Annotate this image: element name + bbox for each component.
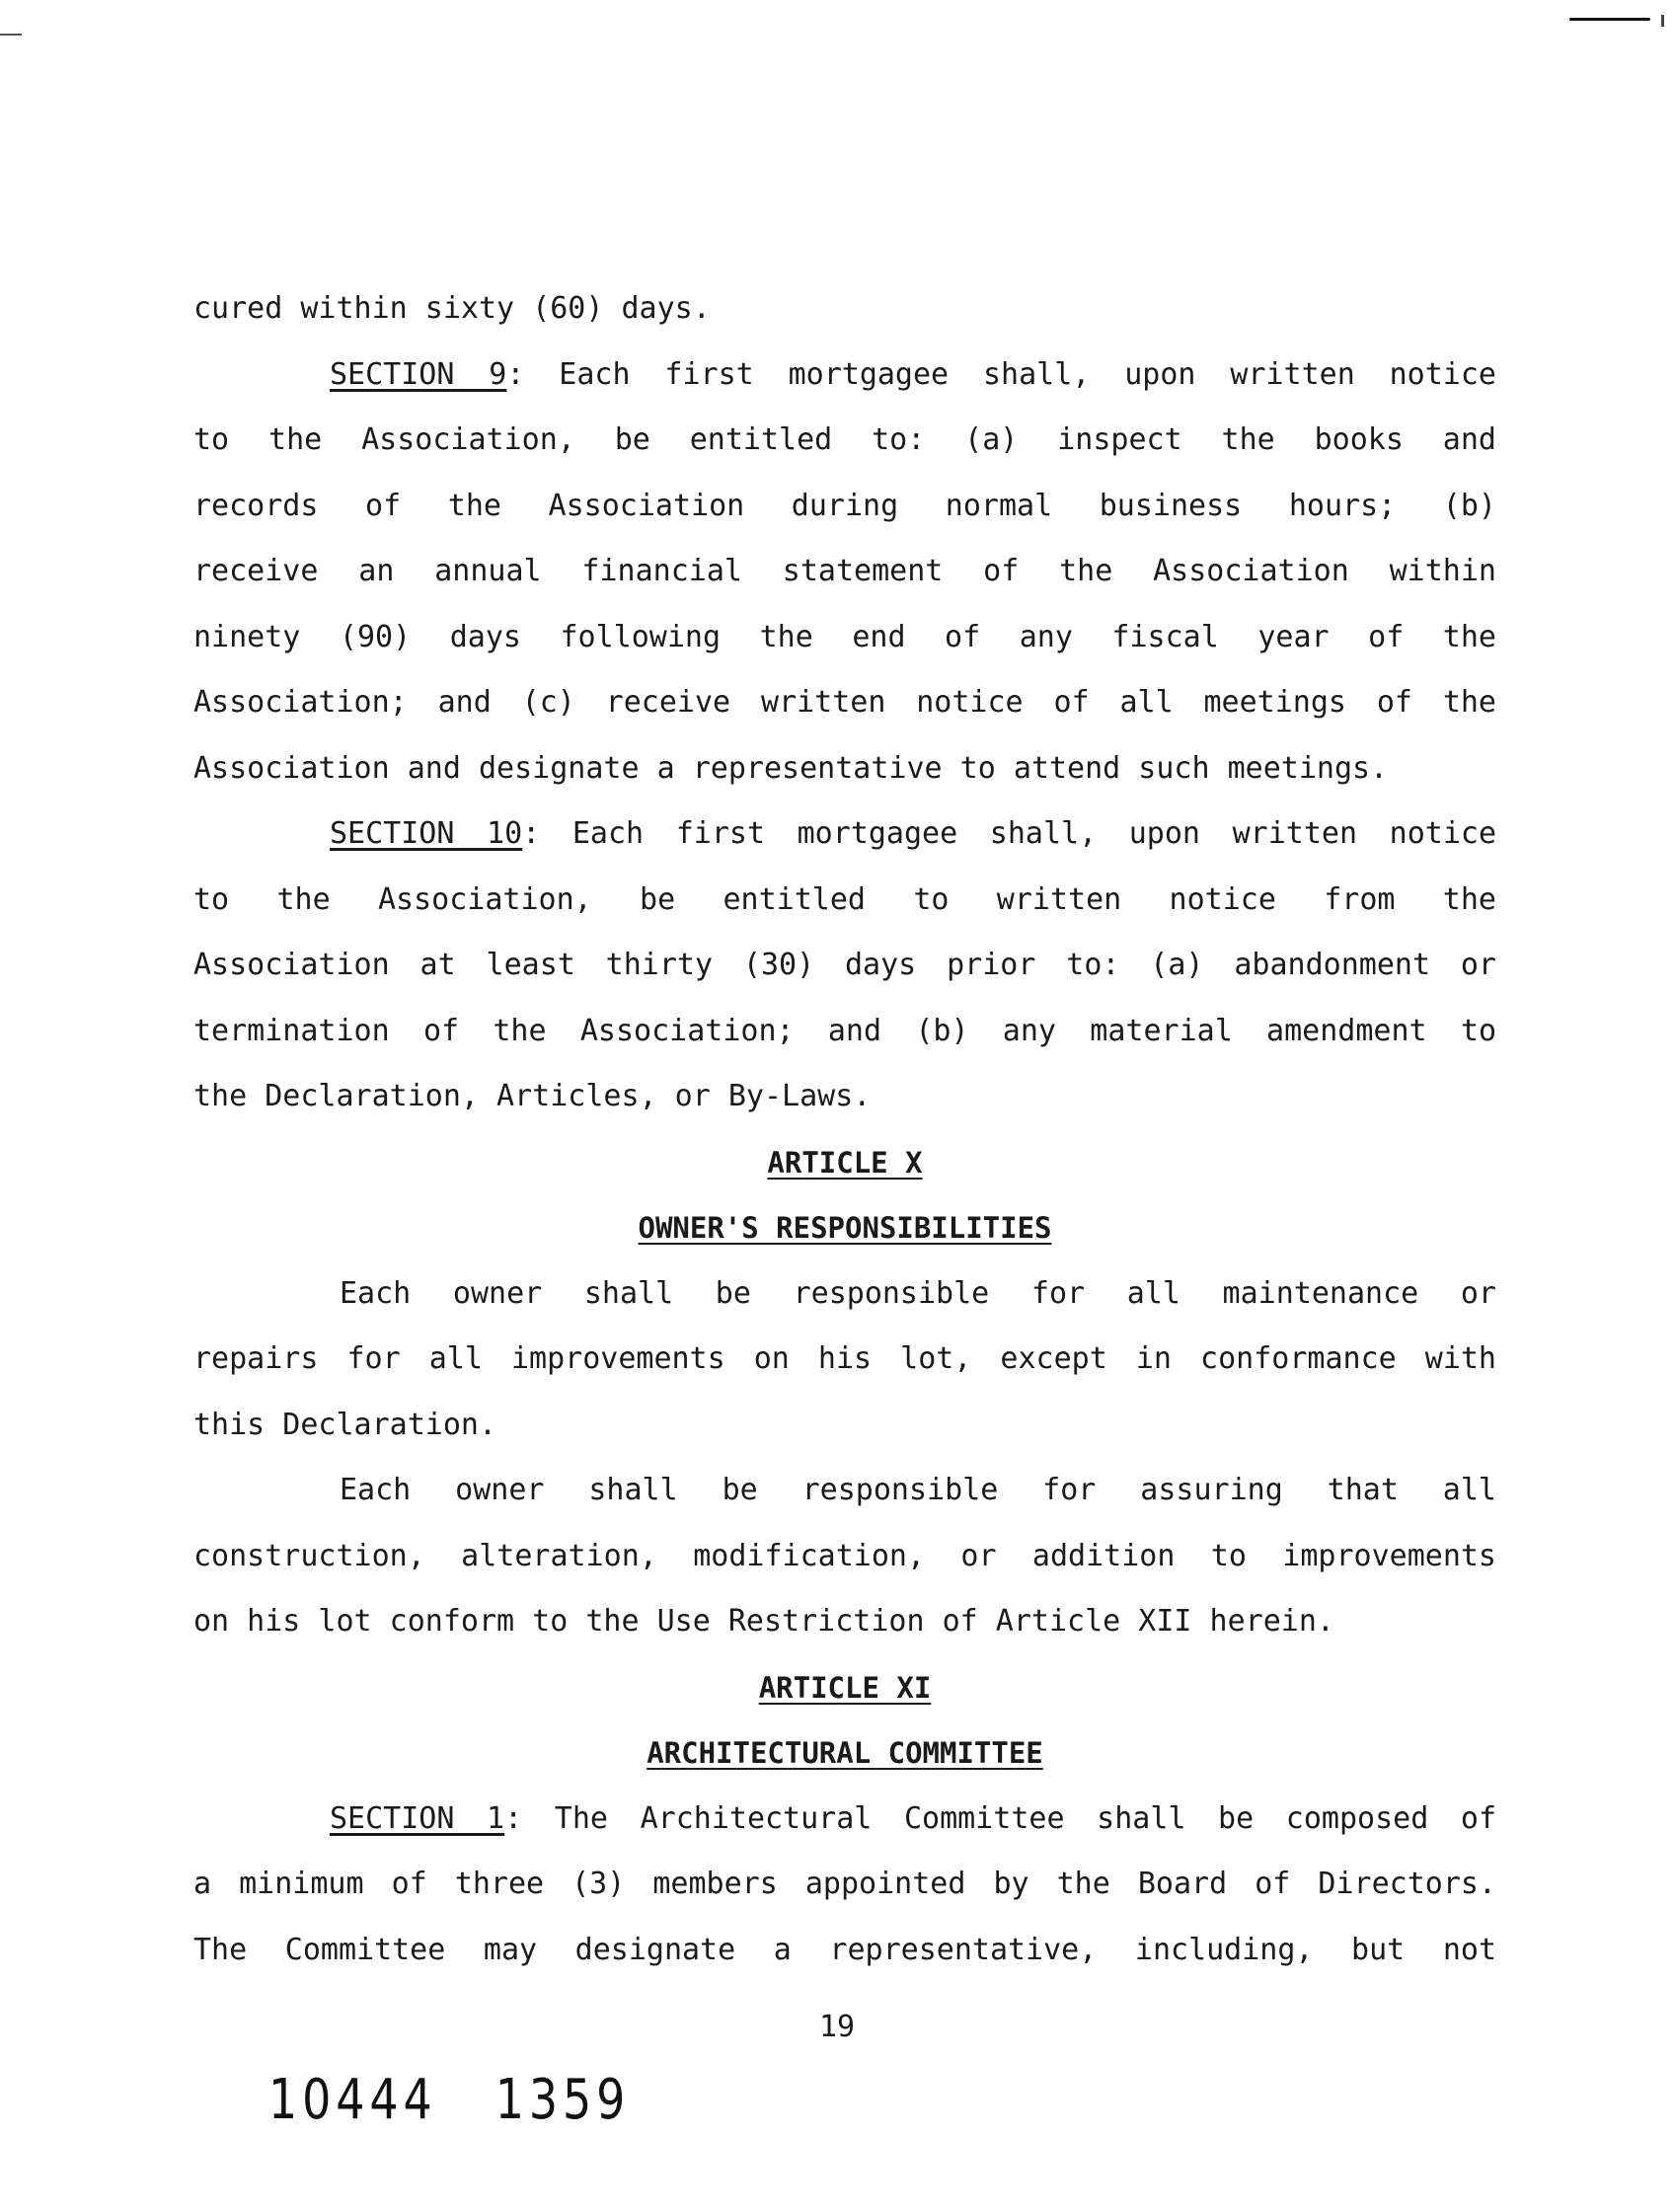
body-line: construction, alteration, modification, or addition to improvements [193, 1538, 1496, 1573]
body-line: to the Association, be entitled to: (a) inspect the books and [193, 422, 1496, 457]
page-number: 19 [818, 2010, 856, 2044]
body-line: to the Association, be entitled to written notice from the [193, 881, 1496, 917]
body-line: The Committee may designate a representative, including, but not [193, 1932, 1496, 1967]
book-number: 10444 [268, 2068, 437, 2132]
body-line: ninety (90) days following the end of any fiscal year of the [193, 619, 1496, 654]
body-text: : The Architectural Committee shall be composed of [504, 1800, 1496, 1836]
article-xi-heading: ARCHITECTURAL COMMITTEE [647, 1736, 1043, 1770]
body-line: a minimum of three (3) members appointed by the Board of Directors. [193, 1867, 1496, 1901]
section-10-label: SECTION 10 [330, 816, 523, 851]
body-line: the Declaration, Articles, or By-Laws. [193, 1079, 872, 1113]
body-line: termination of the Association; and (b) any material amendment to [193, 1013, 1496, 1048]
body-text: : Each first mortgagee shall, upon written notice [522, 816, 1497, 851]
scan-edge-mark [1569, 18, 1650, 21]
scan-edge-mark [0, 34, 22, 36]
body-line: Association and designate a representative to attend such meetings. [193, 750, 1389, 786]
body-line: cured within sixty (60) days. [193, 291, 711, 326]
section-1-line [193, 1787, 1496, 1853]
section-1-label: SECTION 1 [330, 1800, 505, 1836]
body-line: this Declaration. [193, 1407, 497, 1442]
body-line: Each owner shall be responsible for assuring that all [340, 1473, 1496, 1507]
body-line: Association; and (c) receive written notice of all meetings of the [193, 685, 1496, 720]
recording-stamp [268, 2068, 630, 2132]
article-x-title: ARTICLE X [767, 1145, 923, 1180]
section-10-line [193, 801, 1496, 868]
body-line: on his lot conform to the Use Restriction of Article XII herein. [193, 1604, 1334, 1639]
article-xi-title: ARTICLE XI [758, 1670, 932, 1705]
article-x-heading: OWNER'S RESPONSIBILITIES [638, 1211, 1052, 1245]
body-line: Each owner shall be responsible for all maintenance or [340, 1275, 1496, 1311]
section-9-line [193, 343, 1496, 409]
body-line: receive an annual financial statement of the Association within [193, 554, 1496, 588]
body-line: repairs for all improvements on his lot, except in conformance with [193, 1341, 1496, 1376]
document-body [193, 276, 1496, 1983]
body-line: records of the Association during normal business hours; (b) [193, 488, 1496, 523]
section-9-label: SECTION 9 [330, 356, 507, 392]
stamp-page-number: 1359 [495, 2068, 631, 2132]
body-text: : Each first mortgagee shall, upon written notice [506, 356, 1496, 392]
body-line: Association at least thirty (30) days prior to: (a) abandonment or [193, 948, 1496, 982]
